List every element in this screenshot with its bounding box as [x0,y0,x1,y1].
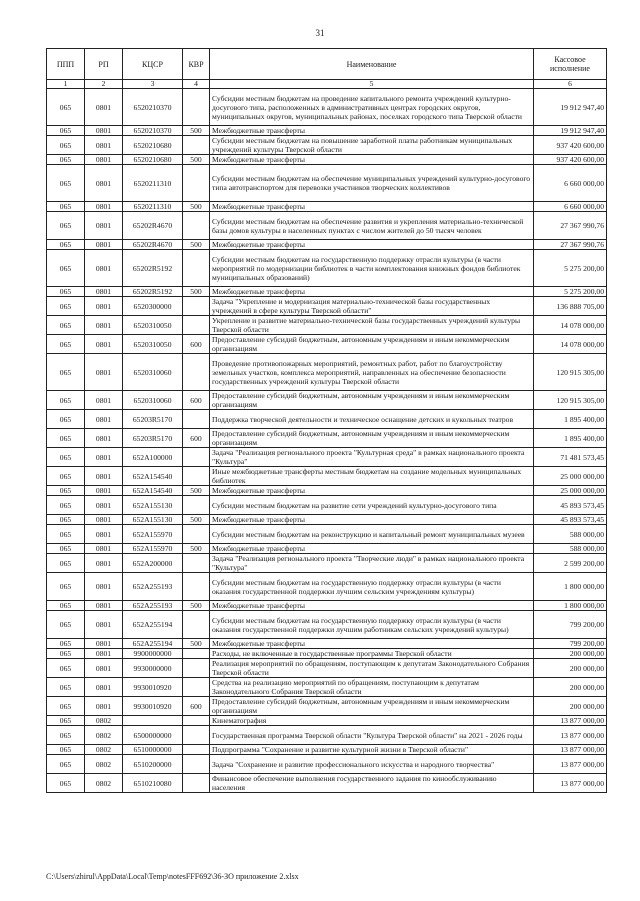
cell-rp: 0802 [85,716,123,726]
cell-ppp: 065 [47,697,85,716]
cell-name: Предоставление субсидий бюджетным, автономным учреждениям и иным некоммерческим организациям [210,391,534,410]
cell-ppp: 065 [47,486,85,496]
cell-kvr [183,678,210,697]
cell-rp: 0802 [85,774,123,793]
cell-rp: 0801 [85,678,123,697]
cell-amount: 1 895 400,00 [534,410,607,429]
cell-kvr [183,745,210,755]
cell-kcsr: 65203R5170 [123,410,183,429]
cell-ppp: 065 [47,649,85,659]
cell-rp: 0801 [85,429,123,448]
table-row [47,573,607,601]
cell-rp: 0801 [85,240,123,250]
cell-kvr: 600 [183,429,210,448]
cell-ppp: 065 [47,316,85,335]
cell-ppp: 065 [47,659,85,678]
table-row [47,335,607,354]
cell-kcsr: 65202R5192 [123,250,183,287]
table-row [47,212,607,240]
cell-name: Иные межбюджетные трансферты местным бюджетам на создание модельных муниципальных библиотек [210,467,534,486]
cell-ppp: 065 [47,240,85,250]
cell-name: Межбюджетные трансферты [210,126,534,136]
table-row [47,165,607,202]
cell-name: Задача "Укрепление и модернизация материально-технической базы государственных учреждений в сфере культуры Тверской области" [210,297,534,316]
cell-kcsr: 6520310050 [123,316,183,335]
table-row [47,649,607,659]
cell-kvr [183,448,210,467]
cell-kcsr: 652A154540 [123,486,183,496]
cell-ppp: 065 [47,678,85,697]
cell-kcsr: 652A155130 [123,496,183,515]
cell-kcsr: 6510000000 [123,745,183,755]
cell-amount: 5 275 200,00 [534,287,607,297]
header-name: Наименование [210,49,534,80]
cell-kcsr: 6520310060 [123,354,183,391]
table-row [47,678,607,697]
cell-kcsr: 65202R5192 [123,287,183,297]
cell-name: Субсидии местным бюджетам на государственную поддержку отрасли культуры (в части оказания государственной поддержки лучшим сельским учреждениям культуры) [210,573,534,601]
cell-name: Межбюджетные трансферты [210,486,534,496]
table-row [47,515,607,525]
cell-amount: 588 000,00 [534,525,607,544]
cell-kvr [183,496,210,515]
cell-amount: 2 599 200,00 [534,554,607,573]
cell-name: Кинематография [210,716,534,726]
cell-kcsr: 652A154540 [123,467,183,486]
cell-amount: 937 420 600,00 [534,136,607,155]
header-number: 5 [210,80,534,89]
table-row [47,716,607,726]
cell-rp: 0801 [85,316,123,335]
cell-ppp: 065 [47,525,85,544]
cell-kcsr: 9900000000 [123,649,183,659]
cell-amount: 45 893 573,45 [534,496,607,515]
cell-kvr [183,554,210,573]
cell-name: Финансовое обеспечение выполнения государственного задания по кинообслуживанию населения [210,774,534,793]
cell-kvr [183,250,210,287]
cell-amount: 19 912 947,40 [534,126,607,136]
cell-kvr: 600 [183,391,210,410]
cell-kcsr: 6520211310 [123,165,183,202]
cell-kcsr: 652A255194 [123,639,183,649]
cell-amount: 200 000,00 [534,678,607,697]
cell-rp: 0801 [85,354,123,391]
cell-name: Задача "Сохранение и развитие профессионального искусства и народного творчества" [210,755,534,774]
cell-kvr [183,649,210,659]
cell-rp: 0801 [85,697,123,716]
cell-ppp: 065 [47,165,85,202]
cell-ppp: 065 [47,716,85,726]
cell-kvr [183,354,210,391]
cell-kcsr: 65203R5170 [123,429,183,448]
cell-rp: 0801 [85,155,123,165]
header-number-row [47,80,607,89]
cell-kvr [183,573,210,601]
cell-name: Межбюджетные трансферты [210,155,534,165]
cell-name: Предоставление субсидий бюджетным, автономным учреждениям и иным некоммерческим организациям [210,697,534,716]
cell-kvr [183,212,210,240]
cell-kvr [183,611,210,639]
table-row [47,601,607,611]
table-row [47,554,607,573]
cell-kcsr: 6500000000 [123,726,183,745]
cell-rp: 0801 [85,659,123,678]
cell-kcsr: 65202R4670 [123,212,183,240]
header-rp: РП [85,49,123,80]
table-row [47,611,607,639]
table-row [47,496,607,515]
cell-ppp: 065 [47,496,85,515]
cell-amount: 19 912 947,40 [534,89,607,126]
table-row [47,316,607,335]
cell-ppp: 065 [47,136,85,155]
cell-rp: 0801 [85,202,123,212]
cell-amount: 200 000,00 [534,697,607,716]
cell-amount: 1 895 400,00 [534,429,607,448]
cell-ppp: 065 [47,212,85,240]
table-row [47,525,607,544]
table-row [47,755,607,774]
cell-kcsr: 6520310050 [123,335,183,354]
cell-rp: 0801 [85,165,123,202]
table-row [47,639,607,649]
cell-amount: 13 877 000,00 [534,745,607,755]
cell-kcsr: 65202R4670 [123,240,183,250]
cell-amount: 14 078 000,00 [534,335,607,354]
file-path-footer: C:\Users\zhirul\AppData\Local\Temp\notesFFF692\36-ЗО приложение 2.xlsx [46,872,299,881]
cell-kvr: 500 [183,202,210,212]
cell-kvr: 500 [183,486,210,496]
cell-name: Поддержка творческой деятельности и техническое оснащение детских и кукольных театров [210,410,534,429]
cell-kvr: 600 [183,697,210,716]
cell-name: Субсидии местным бюджетам на развитие сети учреждений культурно-досугового типа [210,496,534,515]
cell-name: Субсидии местным бюджетам на обеспечение муниципальных учреждений культурно-досугового типа автотранспортом для перевозки участников творческих коллективов [210,165,534,202]
cell-amount: 71 481 573,45 [534,448,607,467]
cell-ppp: 065 [47,601,85,611]
cell-name: Субсидии местным бюджетам на повышение заработной платы работникам муниципальных учреждений культуры Тверской области [210,136,534,155]
cell-amount: 799 200,00 [534,611,607,639]
cell-amount: 200 000,00 [534,659,607,678]
cell-kvr [183,774,210,793]
cell-name: Субсидии местным бюджетам на обеспечение развития и укрепления материально-технической базы домов культуры в населенных пунктах с числом жителей до 50 тысяч человек [210,212,534,240]
cell-name: Расходы, не включенные в государственные программы Тверской области [210,649,534,659]
table-row [47,429,607,448]
cell-kvr: 500 [183,544,210,554]
cell-name: Межбюджетные трансферты [210,515,534,525]
cell-kvr: 500 [183,601,210,611]
cell-kvr [183,316,210,335]
cell-rp: 0801 [85,250,123,287]
cell-amount: 13 877 000,00 [534,716,607,726]
cell-ppp: 065 [47,250,85,287]
cell-amount: 25 000 000,00 [534,486,607,496]
cell-name: Субсидии местным бюджетам на государственную поддержку отрасли культуры (в части мероприятий по модернизации библиотек в части комплектования книжных фондов библиотек муниципальных образований) [210,250,534,287]
cell-amount: 136 888 705,00 [534,297,607,316]
cell-name: Предоставление субсидий бюджетным, автономным учреждениям и иным некоммерческим организациям [210,335,534,354]
cell-name: Межбюджетные трансферты [210,240,534,250]
cell-kvr [183,89,210,126]
cell-amount: 25 000 000,00 [534,467,607,486]
cell-rp: 0801 [85,297,123,316]
cell-name: Субсидии местным бюджетам на государственную поддержку отрасли культуры (в части оказания государственной поддержки лучшим работникам сельских учреждений культуры) [210,611,534,639]
table-row [47,410,607,429]
cell-kcsr: 6520210370 [123,126,183,136]
cell-ppp: 065 [47,544,85,554]
header-number: 2 [85,80,123,89]
cell-rp: 0801 [85,611,123,639]
header-number: 6 [534,80,607,89]
cell-kcsr: 6520211310 [123,202,183,212]
cell-rp: 0802 [85,726,123,745]
cell-kcsr: 6520210370 [123,89,183,126]
cell-amount: 120 915 305,00 [534,354,607,391]
cell-rp: 0801 [85,496,123,515]
cell-name: Межбюджетные трансферты [210,601,534,611]
cell-amount: 588 000,00 [534,544,607,554]
header-amount: Кассовое исполнение [534,49,607,80]
cell-name: Укрепление и развитие материально-технической базы государственных учреждений культуры Тверской области [210,316,534,335]
cell-amount: 27 367 990,76 [534,240,607,250]
table-row [47,126,607,136]
cell-amount: 120 915 305,00 [534,391,607,410]
cell-ppp: 065 [47,335,85,354]
cell-name: Межбюджетные трансферты [210,287,534,297]
cell-ppp: 065 [47,410,85,429]
table-row [47,486,607,496]
cell-name: Предоставление субсидий бюджетным, автономным учреждениям и иным некоммерческим организациям [210,429,534,448]
cell-kvr [183,467,210,486]
cell-kcsr: 652A100000 [123,448,183,467]
cell-ppp: 065 [47,573,85,601]
table-row [47,467,607,486]
cell-name: Реализация мероприятий по обращениям, поступающим к депутатам Законодательного Собрания Тверской области [210,659,534,678]
budget-table [46,48,607,793]
cell-rp: 0801 [85,410,123,429]
table-row [47,774,607,793]
table-row [47,745,607,755]
header-number: 3 [123,80,183,89]
cell-ppp: 065 [47,639,85,649]
cell-kcsr: 6510210080 [123,774,183,793]
cell-kvr [183,716,210,726]
cell-kcsr: 6510200000 [123,755,183,774]
cell-ppp: 065 [47,755,85,774]
cell-kcsr: 6520210680 [123,155,183,165]
cell-kcsr: 652A255194 [123,611,183,639]
cell-kcsr: 6520210680 [123,136,183,155]
cell-amount: 13 877 000,00 [534,774,607,793]
cell-kvr: 500 [183,155,210,165]
table-row [47,155,607,165]
cell-kcsr: 9930010920 [123,697,183,716]
cell-amount: 200 000,00 [534,649,607,659]
page-number: 31 [315,28,325,38]
header-number: 1 [47,80,85,89]
cell-kcsr: 652A255193 [123,573,183,601]
cell-ppp: 065 [47,745,85,755]
cell-name: Субсидии местным бюджетам на реконструкцию и капитальный ремонт муниципальных музеев [210,525,534,544]
cell-ppp: 065 [47,554,85,573]
cell-kvr [183,726,210,745]
table-row [47,354,607,391]
cell-kvr [183,297,210,316]
cell-kcsr: 652A155970 [123,525,183,544]
header-kcsr: КЦСР [123,49,183,80]
cell-amount: 45 893 573,45 [534,515,607,525]
cell-amount: 1 800 000,00 [534,573,607,601]
table-row [47,697,607,716]
cell-kcsr: 6520310060 [123,391,183,410]
cell-kcsr [123,716,183,726]
cell-rp: 0801 [85,573,123,601]
cell-kvr [183,755,210,774]
cell-kcsr: 6520300000 [123,297,183,316]
table-row [47,544,607,554]
cell-name: Задача "Реализация регионального проекта "Культурная среда" в рамках национального проекта "Культура" [210,448,534,467]
cell-ppp: 065 [47,391,85,410]
cell-name: Подпрограмма "Сохранение и развитие культурной жизни в Тверской области" [210,745,534,755]
cell-ppp: 065 [47,429,85,448]
cell-rp: 0801 [85,89,123,126]
cell-rp: 0801 [85,515,123,525]
cell-amount: 13 877 000,00 [534,726,607,745]
cell-rp: 0801 [85,212,123,240]
table-row [47,287,607,297]
cell-ppp: 065 [47,155,85,165]
cell-ppp: 065 [47,726,85,745]
cell-amount: 6 660 000,00 [534,165,607,202]
cell-kvr: 500 [183,240,210,250]
cell-amount: 6 660 000,00 [534,202,607,212]
cell-amount: 799 200,00 [534,639,607,649]
cell-amount: 13 877 000,00 [534,755,607,774]
table-row [47,391,607,410]
cell-rp: 0801 [85,467,123,486]
cell-rp: 0801 [85,649,123,659]
cell-kvr [183,410,210,429]
header-number: 4 [183,80,210,89]
cell-rp: 0801 [85,126,123,136]
cell-kvr: 500 [183,639,210,649]
cell-rp: 0801 [85,486,123,496]
cell-kvr [183,525,210,544]
table-row [47,726,607,745]
cell-rp: 0802 [85,755,123,774]
cell-ppp: 065 [47,774,85,793]
cell-kcsr: 652A200000 [123,554,183,573]
cell-rp: 0801 [85,639,123,649]
table-row [47,250,607,287]
cell-name: Межбюджетные трансферты [210,639,534,649]
cell-amount: 14 078 000,00 [534,316,607,335]
cell-name: Межбюджетные трансферты [210,544,534,554]
table-row [47,89,607,126]
table-row [47,659,607,678]
cell-rp: 0801 [85,554,123,573]
cell-name: Проведение противопожарных мероприятий, ремонтных работ, работ по благоустройству земельных участков, комплекса мероприятий, направленных на обеспечение безопасности государственных учреждений культуры Тверской области [210,354,534,391]
cell-ppp: 065 [47,611,85,639]
cell-rp: 0801 [85,287,123,297]
cell-amount: 5 275 200,00 [534,250,607,287]
cell-ppp: 065 [47,202,85,212]
cell-kcsr: 9930000000 [123,659,183,678]
cell-rp: 0801 [85,448,123,467]
table-row [47,202,607,212]
cell-rp: 0801 [85,525,123,544]
cell-ppp: 065 [47,89,85,126]
cell-amount: 1 800 000,00 [534,601,607,611]
cell-rp: 0801 [85,544,123,554]
table-row [47,297,607,316]
cell-kvr: 500 [183,515,210,525]
header-kvr: КВР [183,49,210,80]
cell-ppp: 065 [47,297,85,316]
table-row [47,240,607,250]
cell-kcsr: 652A255193 [123,601,183,611]
cell-amount: 27 367 990,76 [534,212,607,240]
cell-ppp: 065 [47,515,85,525]
cell-kcsr: 9930010920 [123,678,183,697]
cell-kvr [183,165,210,202]
cell-kvr: 500 [183,126,210,136]
cell-ppp: 065 [47,126,85,136]
cell-kcsr: 652A155130 [123,515,183,525]
cell-kvr [183,136,210,155]
cell-rp: 0801 [85,601,123,611]
cell-ppp: 065 [47,467,85,486]
cell-name: Средства на реализацию мероприятий по обращениям, поступающим к депутатам Законодательного Собрания Тверской области [210,678,534,697]
cell-ppp: 065 [47,448,85,467]
cell-kvr [183,659,210,678]
cell-kcsr: 652A155970 [123,544,183,554]
table-row [47,136,607,155]
header-row [47,49,607,80]
cell-rp: 0802 [85,745,123,755]
cell-kvr: 600 [183,335,210,354]
cell-rp: 0801 [85,136,123,155]
cell-ppp: 065 [47,287,85,297]
cell-ppp: 065 [47,354,85,391]
cell-name: Межбюджетные трансферты [210,202,534,212]
cell-name: Государственная программа Тверской области "Культура Тверской области" на 2021 - 2026 годы [210,726,534,745]
cell-rp: 0801 [85,335,123,354]
cell-kvr: 500 [183,287,210,297]
header-ppp: ППП [47,49,85,80]
cell-name: Субсидии местным бюджетам на проведение капитального ремонта учреждений культурно-досугового типа, расположенных в административных центрах городских округов, муниципальных округов, муниципальных районах, поселках городского типа Тверской области [210,89,534,126]
cell-rp: 0801 [85,391,123,410]
cell-amount: 937 420 600,00 [534,155,607,165]
cell-name: Задача "Реализация регионального проекта "Творческие люди" в рамках национального проекта "Культура" [210,554,534,573]
table-row [47,448,607,467]
